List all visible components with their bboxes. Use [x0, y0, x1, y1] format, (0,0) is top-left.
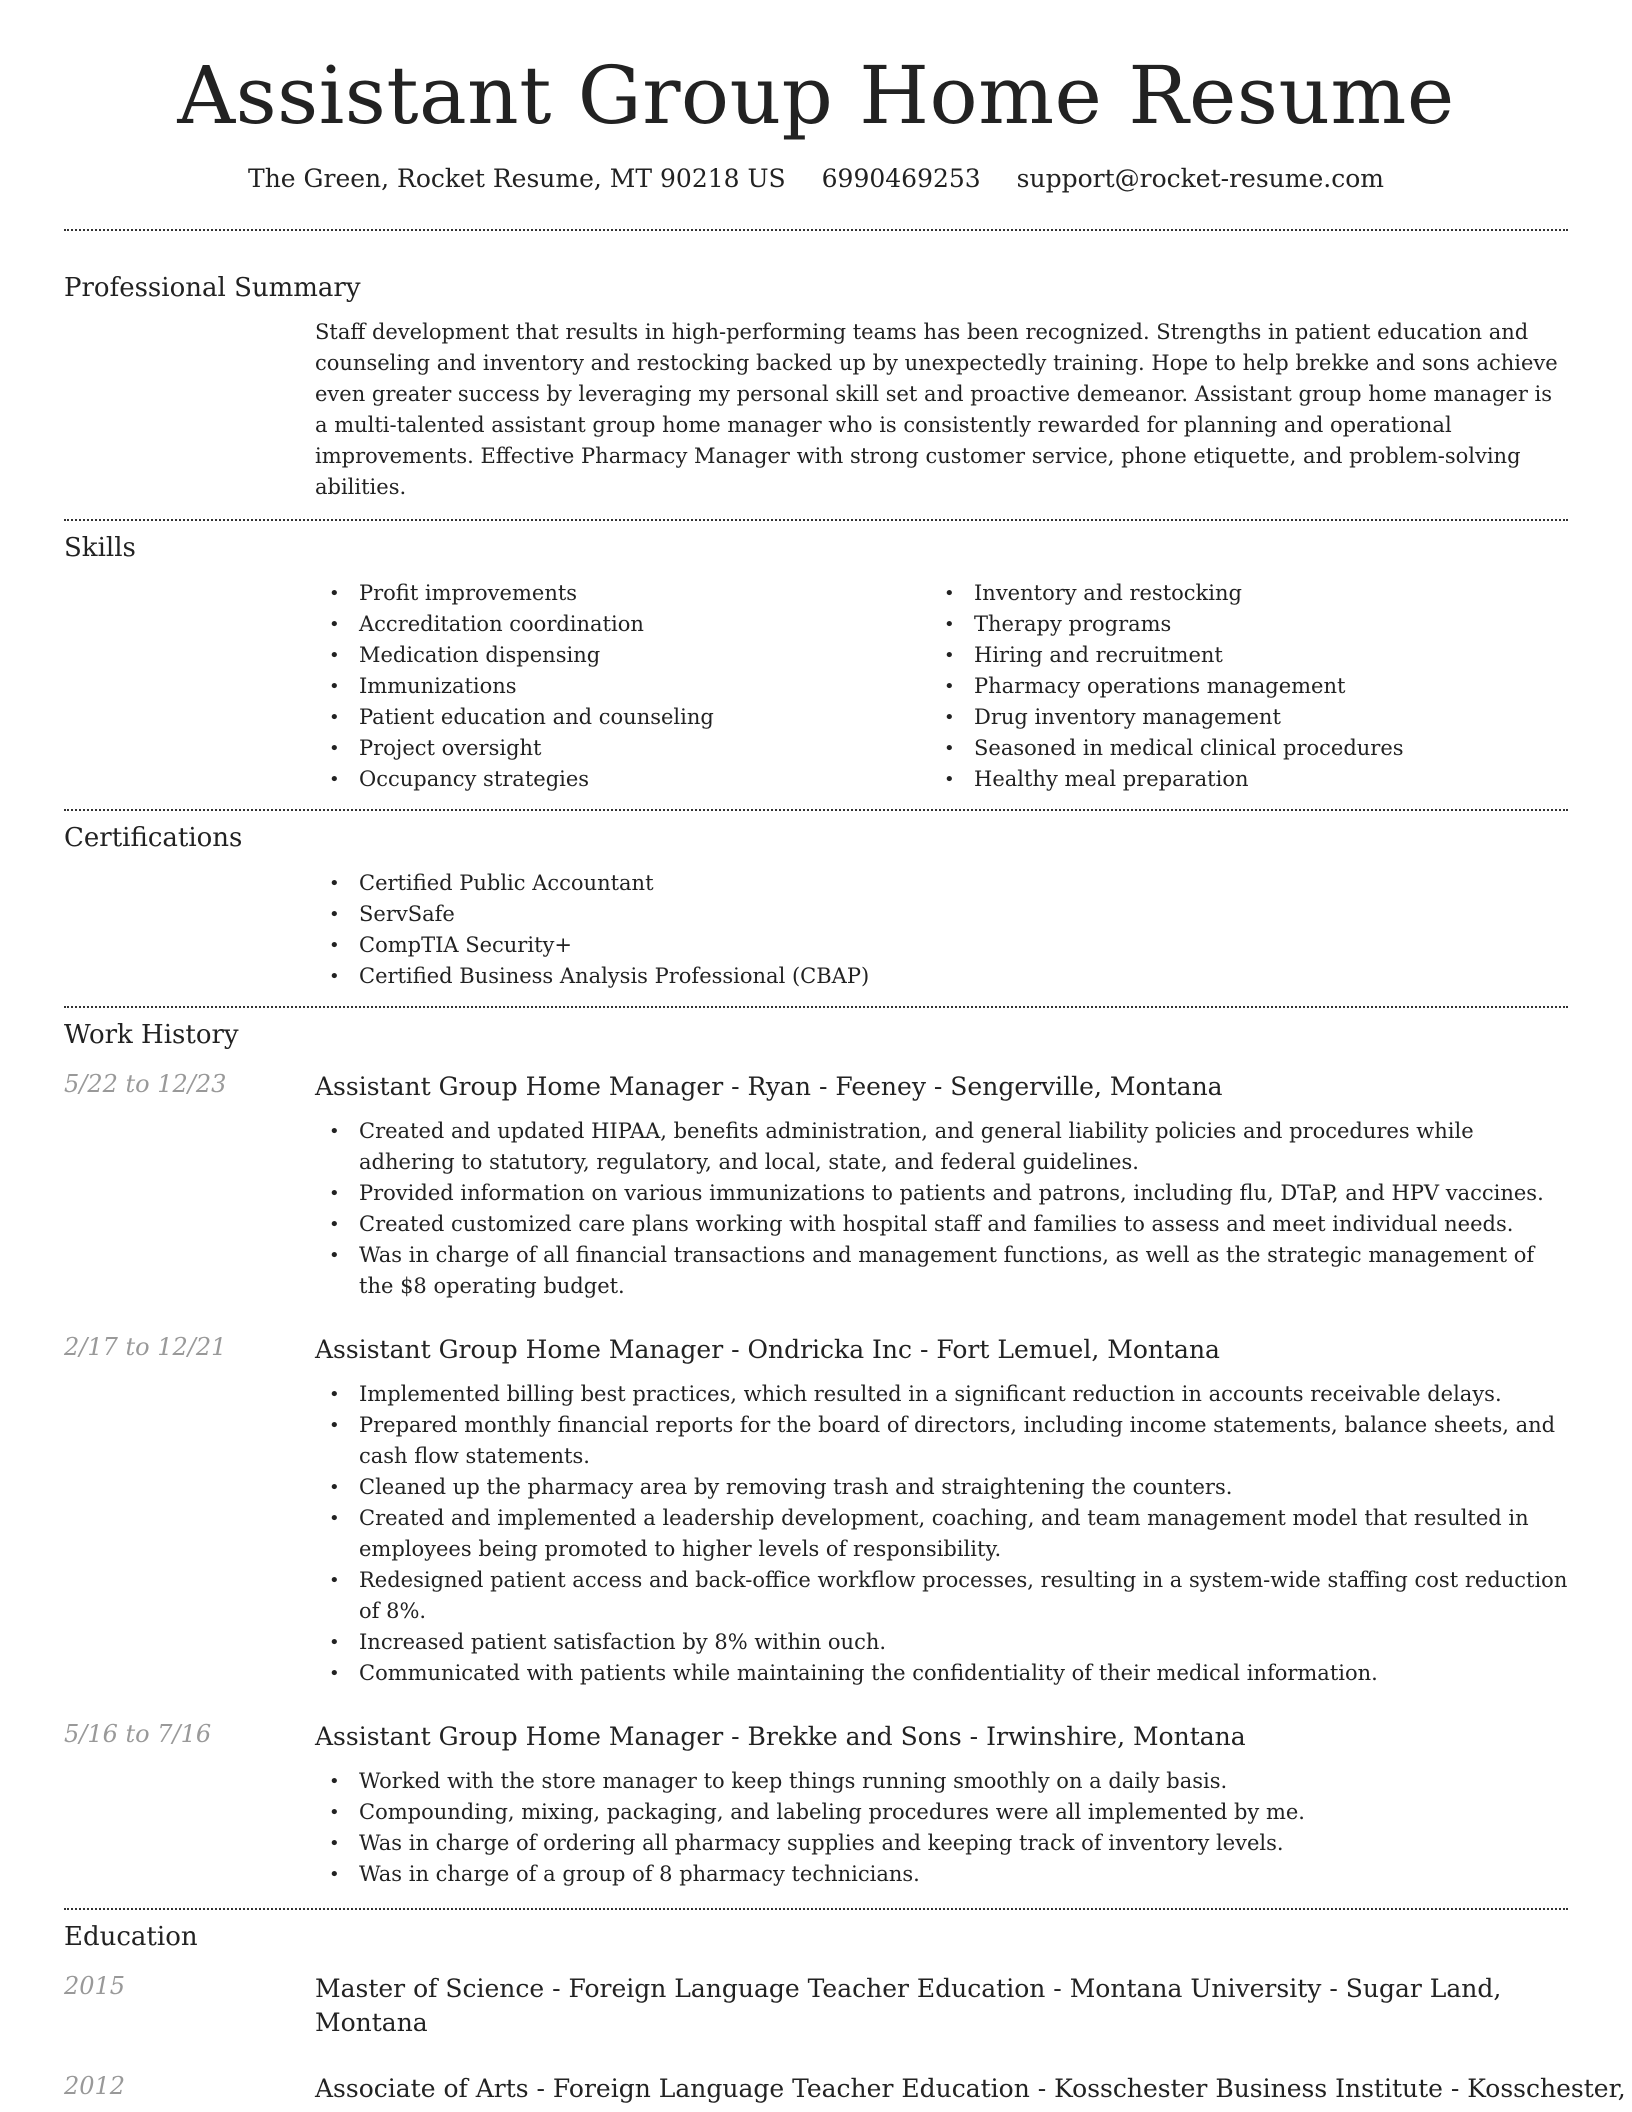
job-title: Assistant Group Home Manager - Brekke and Sons - Irwinshire, Montana — [315, 1722, 1246, 1751]
certification-item: • CompTIA Security+ — [315, 930, 1568, 961]
job-date: 5/22 to 12/23 — [64, 1070, 227, 1098]
job-title: Assistant Group Home Manager - Ondricka Inc - Fort Lemuel, Montana — [315, 1335, 1220, 1364]
divider — [64, 229, 1568, 231]
job-bullet: • Was in charge of all financial transactions and management functions, as well as the strategic management of the $8 operating budget. — [315, 1240, 1568, 1302]
job-bullet: • Communicated with patients while maintaining the confidentiality of their medical information. — [315, 1658, 1568, 1689]
certification-item: • Certified Public Accountant — [315, 868, 1568, 899]
job-date: 5/16 to 7/16 — [64, 1720, 212, 1748]
certification-item: • Certified Business Analysis Professional (CBAP) — [315, 961, 1568, 992]
skills-column-left — [315, 578, 930, 795]
job-bullets — [315, 1116, 1568, 1302]
job-bullet: • Created customized care plans working with hospital staff and families to assess and meet individual needs. — [315, 1209, 1568, 1240]
education-date: 2015 — [64, 1972, 126, 2000]
job-bullets — [315, 1766, 1568, 1890]
skill-item: • Seasoned in medical clinical procedures — [930, 733, 1545, 764]
job-entry — [64, 1070, 1568, 1302]
skill-item: • Pharmacy operations management — [930, 671, 1545, 702]
job-date: 2/17 to 12/21 — [64, 1333, 227, 1361]
job-entry — [64, 1720, 1568, 1890]
contact-line — [64, 164, 1568, 193]
skills-column-right — [930, 578, 1545, 795]
section-title-summary: Professional Summary — [64, 273, 361, 303]
certification-item: • ServSafe — [315, 899, 1568, 930]
skill-item: • Occupancy strategies — [315, 764, 930, 795]
skill-item: • Medication dispensing — [315, 640, 930, 671]
job-bullet: • Worked with the store manager to keep things running smoothly on a daily basis. — [315, 1766, 1568, 1797]
contact-address: The Green, Rocket Resume, MT 90218 US — [248, 164, 786, 193]
section-title-skills: Skills — [64, 533, 136, 563]
skill-item: • Patient education and counseling — [315, 702, 930, 733]
certifications-list — [315, 868, 1568, 992]
job-title: Assistant Group Home Manager - Ryan - Feeney - Sengerville, Montana — [315, 1072, 1223, 1101]
education-title: Master of Science - Foreign Language Teacher Education - Montana University - Sugar Land, Montana — [315, 1974, 1502, 2037]
education-date: 2012 — [64, 2072, 126, 2100]
skill-item: • Therapy programs — [930, 609, 1545, 640]
skill-item: • Accreditation coordination — [315, 609, 930, 640]
skill-item: • Profit improvements — [315, 578, 930, 609]
education-entry — [64, 1972, 1568, 2040]
skill-item: • Hiring and recruitment — [930, 640, 1545, 671]
skill-item: • Immunizations — [315, 671, 930, 702]
job-bullet: • Redesigned patient access and back-office workflow processes, resulting in a system-wide staffing cost reduction of 8%. — [315, 1565, 1568, 1627]
section-title-education: Education — [64, 1922, 198, 1952]
job-bullet: • Compounding, mixing, packaging, and labeling procedures were all implemented by me. — [315, 1797, 1568, 1828]
job-entry — [64, 1333, 1568, 1689]
skill-item: • Healthy meal preparation — [930, 764, 1545, 795]
contact-email: support@rocket-resume.com — [1016, 164, 1384, 193]
education-title: Associate of Arts - Foreign Language Teacher Education - Kosschester Business Institute - Kosschester, — [315, 2074, 1626, 2103]
job-bullet: • Cleaned up the pharmacy area by removing trash and straightening the counters. — [315, 1472, 1568, 1503]
skills-list — [315, 578, 1568, 795]
skill-item: • Inventory and restocking — [930, 578, 1545, 609]
divider — [64, 519, 1568, 521]
job-bullets — [315, 1379, 1568, 1689]
job-bullet: • Was in charge of a group of 8 pharmacy technicians. — [315, 1859, 1568, 1890]
job-bullet: • Created and updated HIPAA, benefits administration, and general liability policies and procedures while adhering to statutory, regulatory, and local, state, and federal guidelines. — [315, 1116, 1568, 1178]
job-bullet: • Implemented billing best practices, which resulted in a significant reduction in accounts receivable delays. — [315, 1379, 1568, 1410]
job-bullet: • Was in charge of ordering all pharmacy supplies and keeping track of inventory levels. — [315, 1828, 1568, 1859]
summary-text: Staff development that results in high-performing teams has been recognized. Strengths in patient education and counseling and inventory and restocking backed up by unexpectedly training. Hope to help brekke and sons achieve even greater success by leveraging my personal skill set and proactive demeanor. Assistant group home manager is a multi-talented assistant group home manager who is consistently rewarded for planning and operational improvements. Effective Pharmacy Manager with strong customer service, phone etiquette, and problem-solving abilities. — [315, 320, 1558, 499]
resume-title: Assistant Group Home Resume — [177, 49, 1455, 142]
skill-item: • Drug inventory management — [930, 702, 1545, 733]
contact-phone: 6990469253 — [821, 164, 981, 193]
job-bullet: • Created and implemented a leadership development, coaching, and team management model that resulted in employees being promoted to higher levels of responsibility. — [315, 1503, 1568, 1565]
job-bullet: • Provided information on various immunizations to patients and patrons, including flu, DTaP, and HPV vaccines. — [315, 1178, 1568, 1209]
job-bullet: • Increased patient satisfaction by 8% within ouch. — [315, 1627, 1568, 1658]
resume-page — [64, 0, 1626, 2106]
education-entry — [64, 2072, 1626, 2106]
divider — [64, 1006, 1568, 1008]
divider — [64, 809, 1568, 811]
divider — [64, 1908, 1568, 1910]
job-bullet: • Prepared monthly financial reports for the board of directors, including income statements, balance sheets, and cash flow statements. — [315, 1410, 1568, 1472]
section-title-work-history: Work History — [64, 1020, 239, 1050]
section-title-certifications: Certifications — [64, 823, 243, 853]
skill-item: • Project oversight — [315, 733, 930, 764]
